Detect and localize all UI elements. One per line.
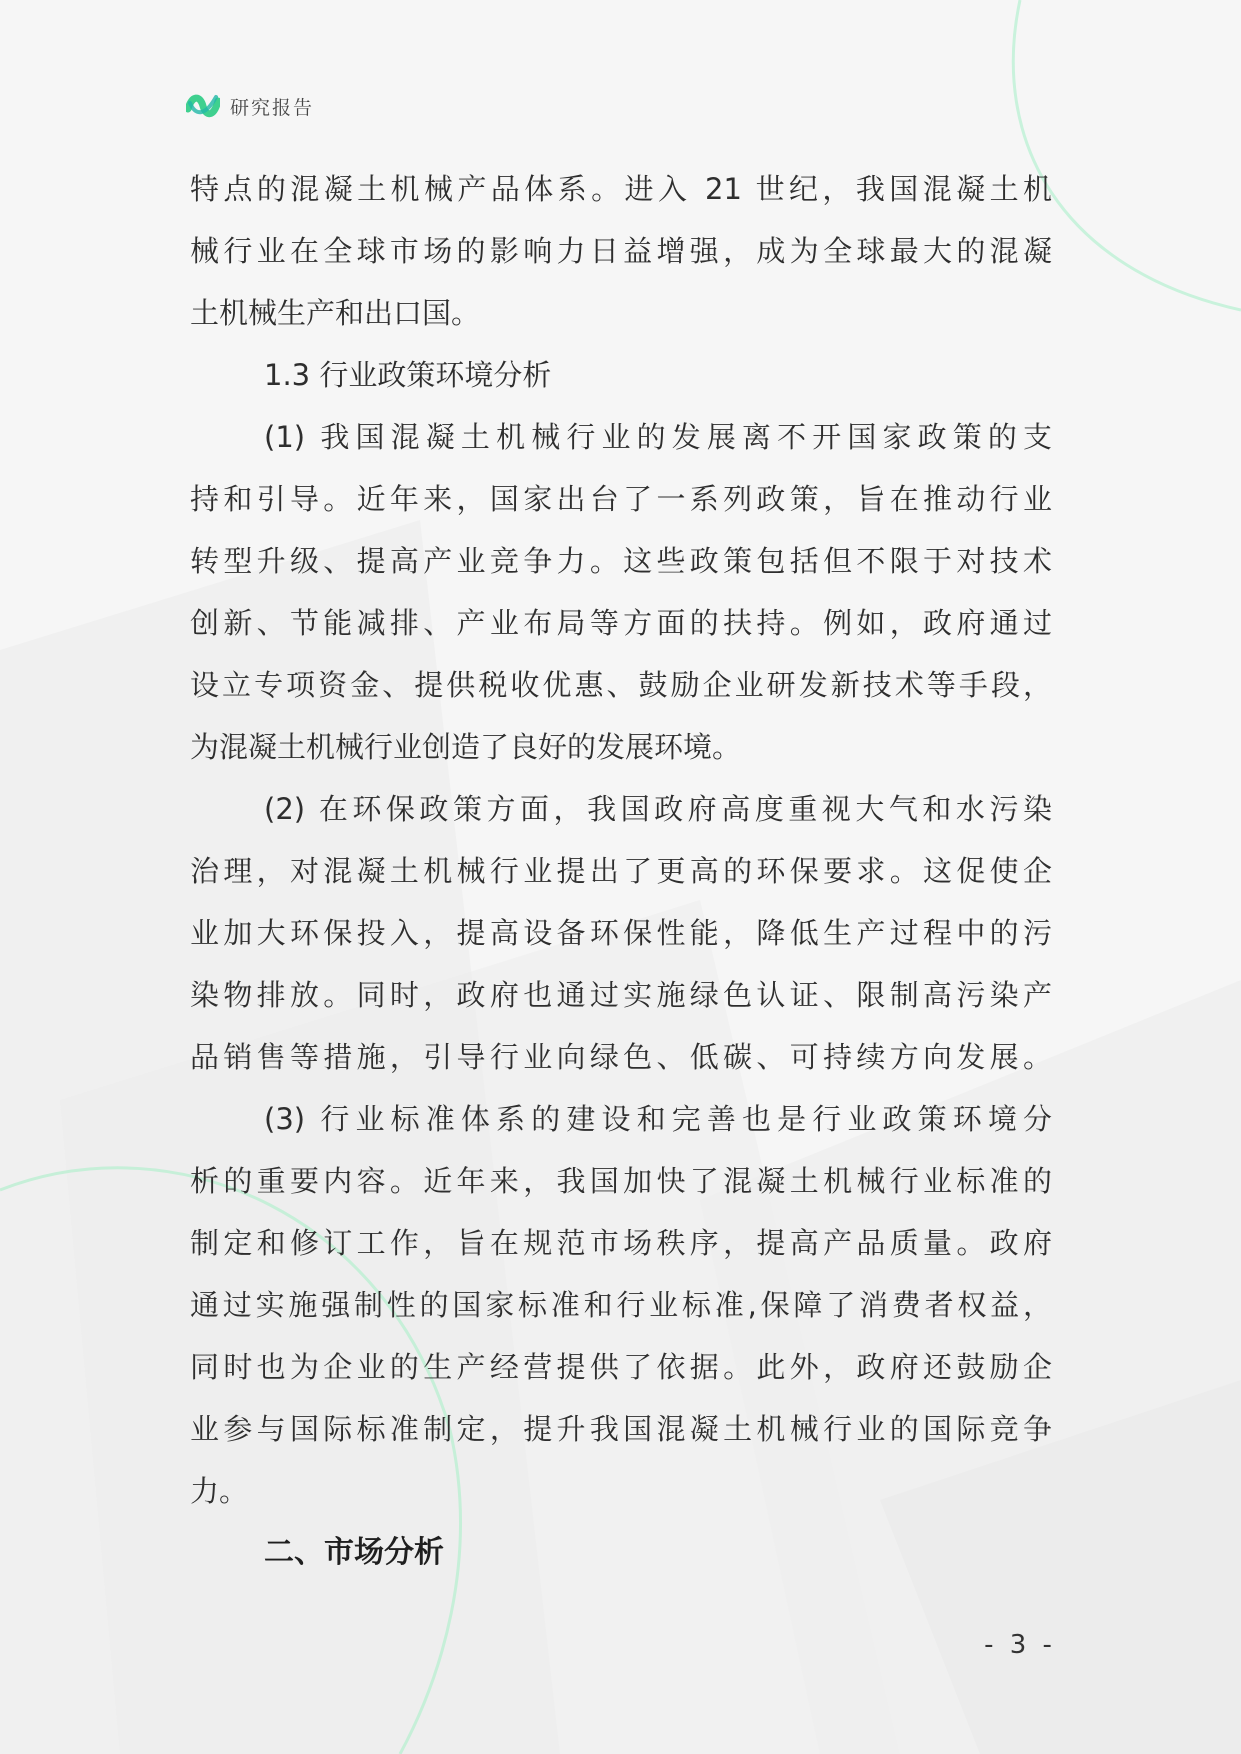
body-line: 同时也为企业的生产经营提供了依据。此外，政府还鼓励企 [190,1350,1052,1384]
body-line: (1) 我国混凝土机械行业的发展离不开国家政策的支 [264,420,1052,454]
document-body [190,158,1052,1584]
body-line: 通过实施强制性的国家标准和行业标准,保障了消费者权益， [190,1288,1052,1322]
body-line: 制定和修订工作，旨在规范市场秩序，提高产品质量。政府 [190,1226,1052,1260]
page-header [186,90,314,122]
chapter-heading: 二、市场分析 [264,1535,444,1570]
brand-logo-icon [186,91,220,121]
body-line: 析的重要内容。近年来，我国加快了混凝土机械行业标准的 [190,1164,1052,1198]
page-number: - 3 - [984,1630,1056,1660]
body-line: 力。 [190,1474,249,1508]
body-line: (2) 在环保政策方面，我国政府高度重视大气和水污染 [264,792,1052,826]
body-line: 业加大环保投入，提高设备环保性能，降低生产过程中的污 [190,916,1052,950]
body-line: 为混凝土机械行业创造了良好的发展环境。 [190,730,742,764]
body-line: 设立专项资金、提供税收优惠、鼓励企业研发新技术等手段， [190,668,1052,702]
body-line: 转型升级、提高产业竞争力。这些政策包括但不限于对技术 [190,544,1052,578]
body-line: 创新、节能减排、产业布局等方面的扶持。例如，政府通过 [190,606,1052,640]
body-line: 械行业在全球市场的影响力日益增强，成为全球最大的混凝 [190,234,1052,268]
body-line: 治理，对混凝土机械行业提出了更高的环保要求。这促使企 [190,854,1052,888]
section-heading: 1.3 行业政策环境分析 [264,358,552,392]
body-line: (3) 行业标准体系的建设和完善也是行业政策环境分 [264,1102,1052,1136]
body-line: 土机械生产和出口国。 [190,296,481,330]
body-line: 特点的混凝土机械产品体系。进入 21 世纪，我国混凝土机 [190,172,1052,206]
body-line: 持和引导。近年来，国家出台了一系列政策，旨在推动行业 [190,482,1052,516]
body-line: 品销售等措施，引导行业向绿色、低碳、可持续方向发展。 [190,1040,1052,1074]
body-line: 业参与国际标准制定，提升我国混凝土机械行业的国际竞争 [190,1412,1052,1446]
body-line: 染物排放。同时，政府也通过实施绿色认证、限制高污染产 [190,978,1052,1012]
header-title: 研究报告 [230,96,315,119]
